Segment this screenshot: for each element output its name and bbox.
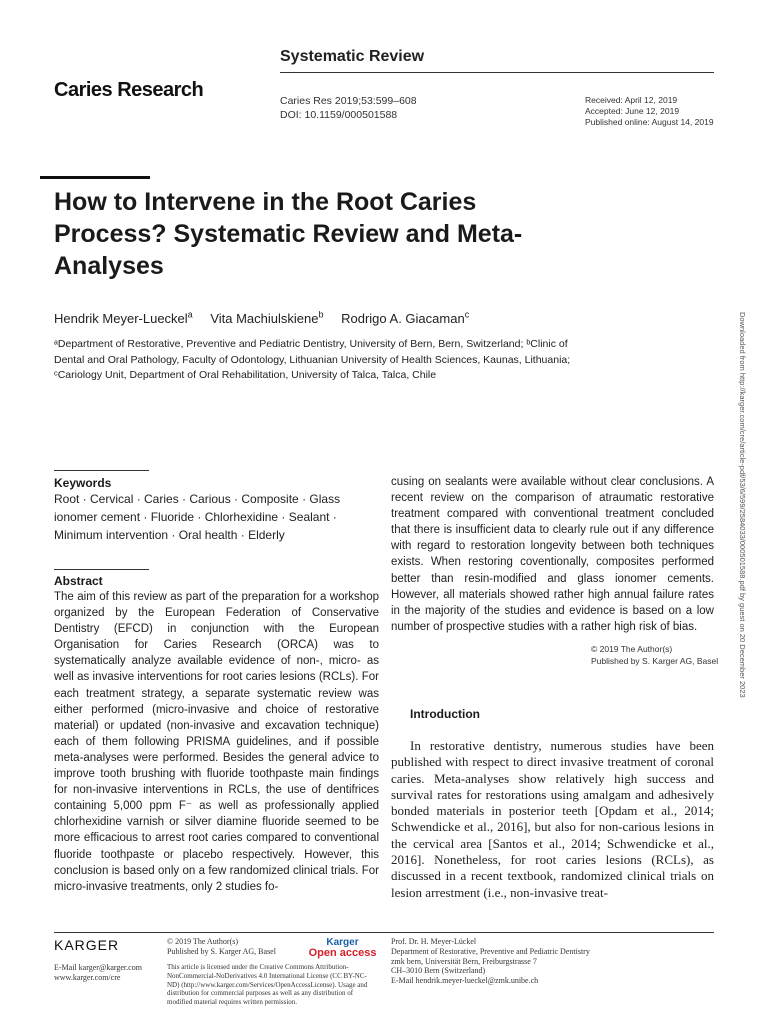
copyright-line: © 2019 The Author(s) [591,644,673,654]
open-access-logo-text: Open access [308,947,377,959]
published-date: Published online: August 14, 2019 [585,117,714,127]
accepted-date: Accepted: June 12, 2019 [585,106,680,116]
title-accent-bar [40,176,150,179]
copyright-note [591,644,718,667]
journal-name: Caries Research [54,79,204,101]
citation-volume: Caries Res 2019;53:599–608 [280,95,417,107]
correspondence-address [391,937,590,986]
footer-publisher-line: Published by S. Karger AG, Basel [167,947,276,956]
footer-copyright-line: © 2019 The Author(s) [167,937,239,946]
publisher-website[interactable]: www.karger.com/cre [54,973,121,982]
introduction-heading: Introduction [410,707,480,721]
download-note-text: Downloaded from http://karger.com/cre/article-pdf/53/6/599/2584033/000501588.pdf by guest on 20 December 2023 [738,312,747,698]
corr-street: zmk bern, Universität Bern, Freiburgstrasse 7 [391,956,537,966]
publisher-line: Published by S. Karger AG, Basel [591,655,719,666]
introduction-body [391,738,714,901]
keywords-rule [54,470,149,471]
footer-rule [54,932,714,933]
author-2: Vita Machiulskiene$^b$ [210,310,324,327]
article-dates [585,95,714,128]
author-1: Hendrik Meyer-Lueckel$^a$ [54,310,193,327]
abstract-text: The aim of this review as part of the preparation for a workshop organized by the European Federation of Conservative Dentistry (EFCD) in conjunction with the European Organisation for Caries Research (ORCA) was to systematically analyze available evidence of non-, micro- as well as invasive interventions for root caries lesions (RCLs). For each treatment strategy, a separate systematic review was either performed (micro-invasive and choice of restorative material) or updated (non-invasive and excavation technique) each of them following PRISMA guidelines, and if possible meta-analyses were performed. Besides the general advice to improve tooth brushing with fluoride toothpaste main findings for non-invasive interventions in RCLs, the use of dentifrices containing 5,000 ppm F⁻ as well as professionally applied chlorhexidine varnish or silver diamine fluoride seemed to be more efficacious to arrest root caries compared to conventional fluoride toothpaste or placebo respectively. However, this conclusion is based only on a few randomized clinical trials. For micro-invasive treatments, only 2 studies fo- [54,591,379,893]
open-access-logo [305,937,380,959]
author-list [54,310,483,326]
header-rule [280,72,714,73]
corr-email[interactable]: E-Mail hendrik.meyer-lueckel@zmk.unibe.ch [391,976,539,986]
article-title: How to Intervene in the Root Caries Process? Systematic Review and Meta-Analyses [54,188,523,280]
affiliation-line: ᵃDepartment of Restorative, Preventive and Pediatric Dentistry, University of Bern, Bern, Switzerland; ᵇClinic of [54,338,568,350]
corr-name: Prof. Dr. H. Meyer-Lückel [391,937,477,946]
citation-doi[interactable]: DOI: 10.1159/000501588 [280,109,398,121]
karger-logo: KARGER [54,937,120,953]
introduction-paragraph: In restorative dentistry, numerous studies have been published with respect to direct invasive treatment of coronal caries. Meta-analyses show relatively high success and survival rates for restorations using amalgam and adhesively bonded materials in posterior teeth [Opdam et al., 2014; Schwendicke et al., 2016], but also for non-carious lesions in the cervical area [Santos et al., 2014; Schwendicke et al., 2016]. Nonetheless, for root caries lesions (RCLs), as discussed in a recent textbook, randomized clinical trials on lesion arrestment (i.e., non-invasive treat- [391,738,714,900]
keywords-text: Root · Cervical · Caries · Carious · Composite · Glass ionomer cement · Fluoride · Chlorhexidine · Sealant · Minimum intervention · Oral health · Elderly [54,492,341,542]
citation [280,94,417,122]
corr-city: CH–3010 Bern (Switzerland) [391,966,486,976]
download-note [735,312,749,742]
abstract-continued: cusing on sealants were available without clear conclusions. A recent review on the comparison of atraumatic restorative treatment compared with conventional treatment concluded that there is insufficient data to clearly rule out if any difference with regard to restoration longevity between both techniques exists. When restoring coventionally, composites performed better than resin-modified and glass ionomer cements. However, all materials showed rather high annual failure rates in the majority of the studies and evidence is based on a low number of prospective studies with a rather high risk of bias. [391,476,714,633]
section-type: Systematic Review [280,48,425,65]
affiliation-line: Dental and Oral Pathology, Faculty of Odontology, Lithuanian University of Health Sciences, Kaunas, Lithuania; [54,353,571,366]
abstract-heading: Abstract [54,574,103,588]
affiliations [54,337,594,384]
open-access-logo-karger: Karger [326,937,359,948]
footer-copyright [167,937,276,957]
keywords-heading: Keywords [54,476,112,490]
publisher-email[interactable]: E-Mail karger@karger.com [54,963,142,972]
affiliation-line: ᶜCariology Unit, Department of Oral Rehabilitation, University of Talca, Talca, Chile [54,369,437,381]
license-text: This article is licensed under the Creative Commons Attribution-NonCommercial-NoDerivatives 4.0 International License (CC BY-NC-ND) (http://www.karger.com/Services/OpenAccessLicense). Usage and distribution for commercial purposes as well as any distribution of modified material requires written permission. [167,963,368,1007]
received-date: Received: April 12, 2019 [585,95,678,105]
abstract-rule [54,569,149,570]
publisher-contact [54,963,142,983]
corr-department: Department of Restorative, Preventive and Pediatric Dentistry [391,946,590,956]
author-3: Rodrigo A. Giacaman$^c$ [341,310,470,327]
